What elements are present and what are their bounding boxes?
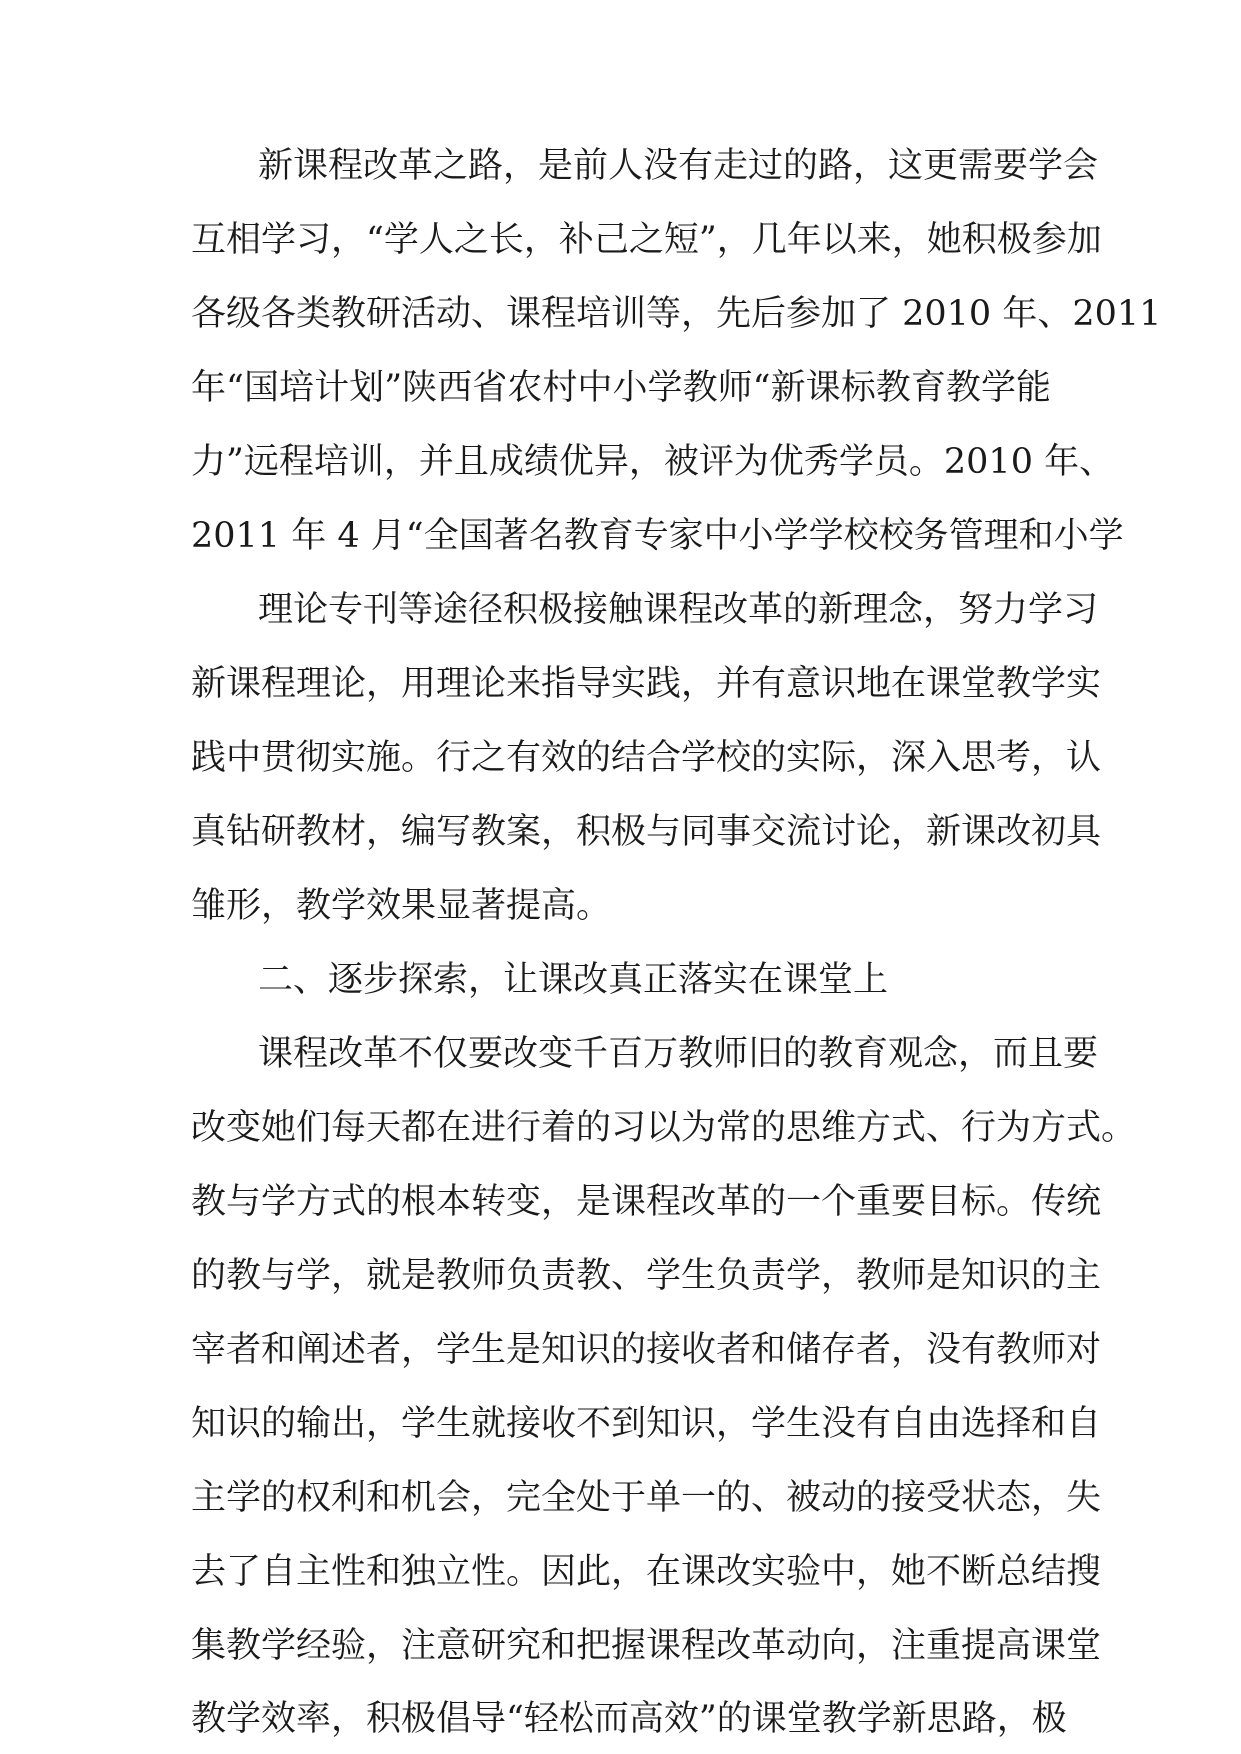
- paragraph-line: 理论专刊等途径积极接触课程改革的新理念，努力学习: [258, 590, 1099, 630]
- paragraph-line: 真钻研教材，编写教案，积极与同事交流讨论，新课改初具: [191, 812, 1102, 852]
- paragraph-line: 教与学方式的根本转变，是课程改革的一个重要目标。传统: [191, 1182, 1102, 1222]
- paragraph-line: 年“国培计划”陕西省农村中小学教师“新课标教育教学能: [191, 368, 1051, 408]
- paragraph-line: 知识的输出，学生就接收不到知识，学生没有自由选择和自: [191, 1404, 1102, 1444]
- paragraph-line: 新课程理论，用理论来指导实践，并有意识地在课堂教学实: [191, 664, 1102, 704]
- paragraph-line: 去了自主性和独立性。因此，在课改实验中，她不断总结搜: [191, 1552, 1102, 1592]
- paragraph-line: 的教与学，就是教师负责教、学生负责学，教师是知识的主: [191, 1256, 1102, 1296]
- section-heading: 二、逐步探索，让课改真正落实在课堂上: [258, 960, 889, 1000]
- paragraph-line: 各级各类教研活动、课程培训等，先后参加了 2010 年、2011: [191, 294, 1162, 334]
- paragraph-line: 互相学习，“学人之长，补己之短”，几年以来，她积极参加: [191, 220, 1102, 260]
- paragraph-line: 2011 年 4 月“全国著名教育专家中小学学校校务管理和小学: [191, 516, 1124, 556]
- paragraph-line: 宰者和阐述者，学生是知识的接收者和储存者，没有教师对: [191, 1330, 1102, 1370]
- paragraph-line: 践中贯彻实施。行之有效的结合学校的实际，深入思考，认: [191, 738, 1102, 778]
- paragraph-line: 力”远程培训，并且成绩优异，被评为优秀学员。2010 年、: [191, 442, 1115, 482]
- paragraph-line: 雏形，教学效果显著提高。: [191, 886, 612, 926]
- paragraph-line: 新课程改革之路，是前人没有走过的路，这更需要学会: [258, 146, 1099, 186]
- paragraph-line: 改变她们每天都在进行着的习以为常的思维方式、行为方式。: [191, 1108, 1137, 1148]
- paragraph-line: 主学的权利和机会，完全处于单一的、被动的接受状态，失: [191, 1478, 1102, 1518]
- paragraph-line: 课程改革不仅要改变千百万教师旧的教育观念，而且要: [258, 1034, 1099, 1074]
- paragraph-line: 教学效率，积极倡导“轻松而高效”的课堂教学新思路，极: [191, 1699, 1067, 1739]
- paragraph-line: 集教学经验，注意研究和把握课程改革动向，注重提高课堂: [191, 1626, 1102, 1666]
